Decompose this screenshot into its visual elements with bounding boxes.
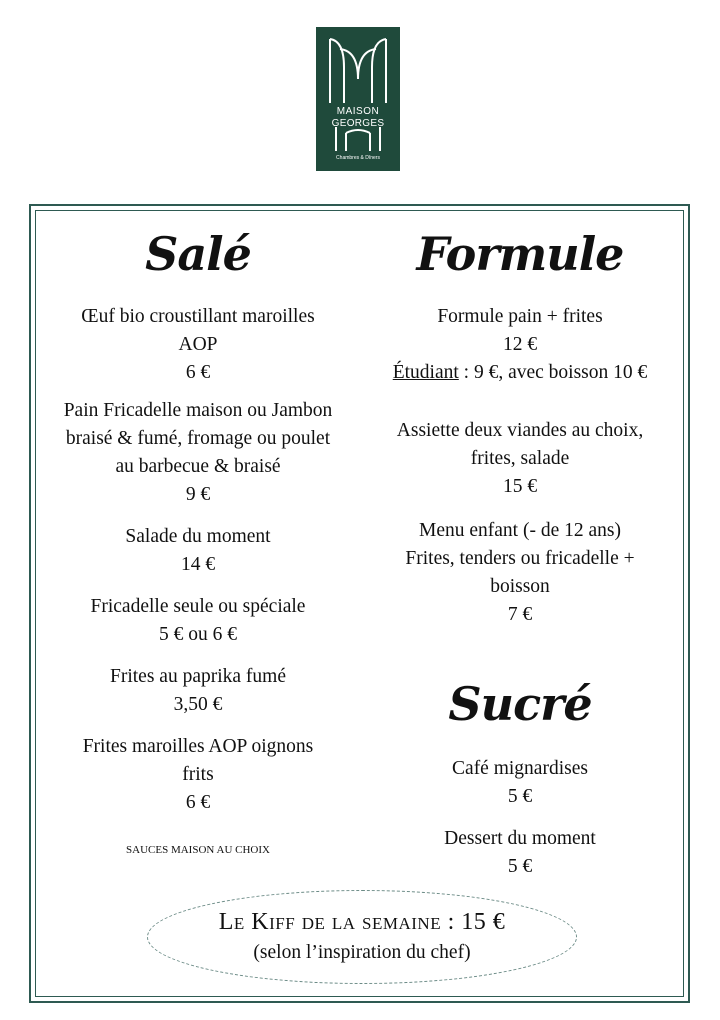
special-title: Le Kiff de la semaine : 15 €: [218, 909, 506, 935]
menu-item: [40, 397, 356, 509]
maison-georges-logo: [316, 27, 400, 171]
menu-item: [40, 303, 356, 387]
menu-item: [362, 517, 678, 629]
logo-monogram-icon: [316, 27, 400, 171]
logo-tagline: Chambres & Dîners: [336, 155, 380, 161]
item-line: Fricadelle seule ou spéciale: [90, 596, 306, 617]
item-line: Menu enfant (- de 12 ans): [419, 520, 621, 541]
item-line: braisé & fumé, fromage ou poulet: [65, 428, 331, 449]
right-column: [362, 303, 678, 629]
item-line: Assiette deux viandes au choix,: [396, 420, 644, 441]
item-line: Frites, tenders ou fricadelle +: [405, 548, 635, 569]
item-line: au barbecue & braisé: [115, 456, 281, 477]
item-price: 9 €: [185, 484, 211, 505]
item-line: Dessert du moment: [444, 828, 596, 849]
menu-item: [40, 593, 356, 649]
special-oval-border: [147, 890, 577, 984]
item-price: 5 €: [507, 856, 533, 877]
item-line: Œuf bio croustillant maroilles: [81, 306, 315, 327]
item-price: 14 €: [180, 554, 216, 575]
item-price: 7 €: [507, 604, 533, 625]
item-line: Frites au paprika fumé: [110, 666, 286, 687]
menu-item: [40, 663, 356, 719]
item-line: frits: [182, 764, 214, 785]
menu-item: [40, 523, 356, 579]
item-price: 3,50 €: [173, 694, 223, 715]
menu-item: [362, 417, 678, 501]
item-line: Frites maroilles AOP oignons: [82, 736, 314, 757]
student-price-text: : 9 €, avec boisson 10 €: [458, 362, 648, 383]
left-column: [40, 303, 356, 817]
item-line: Formule pain + frites: [437, 306, 603, 327]
menu-item: [362, 303, 678, 387]
menu-item: [40, 733, 356, 817]
section-title-formule: Formule: [416, 227, 624, 281]
section-title-sucre: Sucré: [448, 677, 592, 731]
logo-text-maison: MAISON: [336, 106, 380, 117]
student-label: Étudiant: [392, 362, 459, 383]
item-price: 12 €: [502, 334, 538, 355]
item-price: 15 €: [502, 476, 538, 497]
item-line: frites, salade: [470, 448, 570, 469]
item-line: Salade du moment: [125, 526, 271, 547]
item-price: 6 €: [185, 792, 211, 813]
section-title-sale: Salé: [145, 227, 251, 281]
item-line: AOP: [178, 334, 218, 355]
menu-item: [362, 825, 678, 881]
item-line: boisson: [490, 576, 550, 597]
item-line: Pain Fricadelle maison ou Jambon: [63, 400, 333, 421]
logo-text-georges: GEORGES: [331, 118, 385, 129]
special-subtitle: (selon l’inspiration du chef): [253, 942, 471, 963]
student-price-line: [362, 359, 678, 387]
item-price: 6 €: [185, 362, 211, 383]
item-line: Café mignardises: [452, 758, 588, 779]
item-price: 5 €: [507, 786, 533, 807]
sauces-note: SAUCES MAISON AU CHOIX: [126, 844, 270, 856]
menu-item: [362, 755, 678, 811]
item-price: 5 € ou 6 €: [159, 624, 237, 645]
sweet-column: [362, 755, 678, 881]
